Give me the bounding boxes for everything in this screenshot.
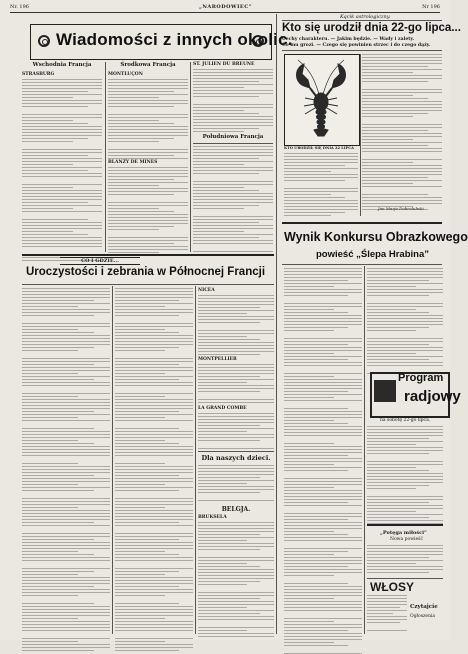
- issue-number-right: Nr 196: [422, 4, 440, 10]
- article-text-block: [198, 522, 274, 634]
- contest-winners-list: [367, 268, 443, 368]
- astro-signature: Jan Marja Dobrolubski: [378, 206, 424, 211]
- astro-text-block: [284, 153, 358, 215]
- article-text-block: [193, 69, 273, 131]
- article-text-block: [198, 295, 274, 355]
- article-text-block: [198, 413, 274, 449]
- region-heading-south: Południowa Francja: [202, 134, 264, 140]
- city-heading: ST. JULIEN DU BREUNE: [193, 62, 255, 67]
- header-rule: [10, 12, 440, 13]
- column-divider: [360, 54, 361, 216]
- section-rule: [282, 264, 442, 265]
- city-heading: NICEA: [198, 288, 215, 293]
- city-heading: BLANZY DE MINES: [108, 160, 158, 165]
- city-heading: MONTPELLIER: [198, 357, 237, 362]
- city-heading: MONTLUÇON: [108, 72, 143, 77]
- crayfish-illustration: [288, 58, 354, 142]
- radio-title-part1: Program: [398, 372, 444, 384]
- kids-heading: Dla naszych dzieci.: [201, 454, 271, 462]
- column-divider: [105, 62, 106, 252]
- read-ad-text: Czytajcie: [410, 604, 438, 610]
- column-divider: [112, 286, 113, 634]
- region-heading-central: Środkowa Francja: [120, 62, 176, 68]
- region-heading-east: Wschodnia Francja: [32, 62, 92, 68]
- astro-title: Kto się urodził dnia 22-go lipca...: [282, 22, 461, 34]
- events-text-block: [22, 288, 110, 634]
- section-rule: [282, 50, 442, 51]
- column-divider: [276, 14, 277, 634]
- column-divider: [190, 62, 191, 252]
- news-section-title: Wiadomości z innych okolic.: [56, 30, 293, 49]
- section-rule: [282, 20, 442, 21]
- astro-caption: KTO URODZIŁ SIĘ DNIA 22 LIPCA: [284, 146, 354, 150]
- column-divider: [364, 266, 365, 634]
- hair-ad-heading: WŁOSY: [370, 580, 414, 594]
- radio-date-line: na sobotę 22-go lipca.: [380, 418, 431, 423]
- radio-schedule: [367, 426, 443, 522]
- hair-ad-text: [367, 595, 407, 631]
- celebrations-title: Uroczystości i zebrania w Północnej Francji: [26, 266, 266, 278]
- astro-prompt-line: Co mu grozi. — Czego się powinien strzec i do czego dąży.: [282, 43, 431, 48]
- novel-ad-title: „Potęga miłości”: [380, 530, 427, 536]
- radio-speaker-icon: [374, 380, 396, 402]
- radio-title-part2: radjowy: [404, 388, 461, 405]
- section-rule: [367, 578, 443, 579]
- city-heading: LA GRAND COMBE: [198, 406, 247, 411]
- events-text-block: [115, 288, 193, 634]
- astro-label: Kącik astrologiczny.: [340, 14, 391, 20]
- section-rule: [193, 143, 273, 144]
- novel-ad-subtitle: Nowa powieść: [390, 537, 423, 542]
- classifieds-ad-text: Ogłoszenia: [410, 614, 436, 619]
- article-text-block: [108, 167, 188, 252]
- article-text-block: [198, 465, 274, 503]
- masthead-name: „NARODOWIEC”: [198, 4, 253, 10]
- article-text-block: [198, 364, 274, 404]
- section-rule: [22, 284, 274, 285]
- contest-subtitle: powieść „Ślepa Hrabina”: [316, 249, 429, 260]
- city-heading: STRASBURG: [22, 72, 55, 77]
- page-header: [10, 2, 440, 12]
- belgium-heading: BELGJA.: [221, 506, 251, 513]
- novel-ad-text: [367, 545, 443, 577]
- article-text-block: [108, 79, 188, 157]
- contest-winners-list: [284, 268, 362, 634]
- ornament-circle-icon: [38, 35, 50, 47]
- contest-title: Wynik Konkursu Obrazkowego: [284, 230, 468, 244]
- astro-text-block: [362, 54, 442, 204]
- section-rule: [282, 222, 442, 224]
- city-heading: BRUKSELA: [198, 515, 227, 520]
- issue-number-left: Nr. 196: [10, 4, 29, 10]
- section-rule: [198, 451, 274, 452]
- article-text-block: [193, 146, 273, 251]
- celebrations-tag: CO I GDZIE...: [60, 257, 140, 265]
- section-rule: [367, 524, 443, 526]
- astro-traits-line: Cechy charakteru. — Jakim będzie. — Wady i zalety.: [282, 37, 415, 42]
- section-rule: [22, 254, 274, 256]
- column-divider: [195, 286, 196, 634]
- article-text-block: [22, 79, 102, 251]
